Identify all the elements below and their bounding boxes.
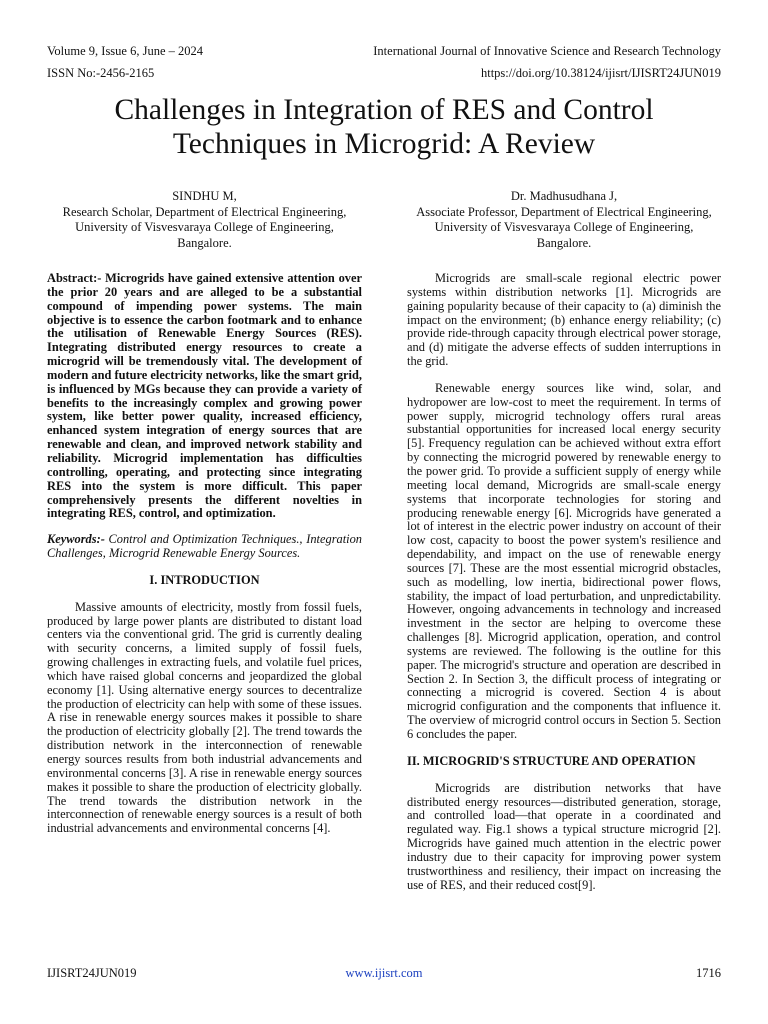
paper-title-line-1: Challenges in Integration of RES and Control [114,94,654,126]
paper-title-line-2: Techniques in Microgrid: A Review [172,128,596,160]
right-column [407,272,721,892]
paper-title [40,93,728,161]
keywords-text: Control and Optimization Techniques., Integration Challenges, Microgrid Renewable Energy Sources. [47,532,362,561]
author-2-affiliation-line-3: Bangalore. [536,235,592,250]
author-2-block [400,189,728,251]
abstract: Abstract:- Microgrids have gained extensive attention over the prior 20 years and are alleged to be a substantial compound of impending power systems. The main objective is to essence the carbon footmark and to enhance the utilisation of Renewable Energy Sources (RES). Integrating distributed energy resources to create a microgrid will be tremendously vital. The development of modern and future electricity networks, like the smart grid, is influenced by MGs because they can provide a variety of benefits to the increasingly complex and growing power system, like better power quality, increased efficiency, enhanced system integration of energy sources that are renewable and clean, and improved network stability and reliability. Microgrid implementation has difficulties controlling, operating, and protecting since integrating RES into the system is more difficult. This paper comprehensively presents the different novelties in integrating RES, control, and optimization. [47,271,362,521]
section-2-paragraph: Microgrids are distribution networks that have distributed energy resources—distributed generation, storage, and controlled load—that operate in a coordinated and regulated way. Fig.1 shows a typical structure microgrid [2]. Microgrids have gained much attention in the electric power industry due to their capacity for improving power system trustworthiness and resiliency, their impact on increasing the use of RES, and their reduced cost[9]. [407,780,721,892]
keywords [47,533,362,561]
volume-info: Volume 9, Issue 6, June – 2024 [47,44,204,58]
keywords-label: Keywords:- [47,532,105,547]
right-paragraph-1: Microgrids are small-scale regional electric power systems within distribution networks [1]. Microgrids are gaining popularity because of their capacity to (a) diminish the impact on the environment; (b) enhance energy reliability; (c) provide ride-through capacity through electrical power storage, and (d) mitigate the adverse effects of sudden interruptions in the grid. [407,271,721,369]
right-paragraph-2: Renewable energy sources like wind, solar, and hydropower are low-cost to meet the requirement. In terms of power supply, microgrid technology offers rural areas substantial opportunities for increased local energy security [5]. Frequency regulation can be achieved without extra effort by connecting the microgrid powered by renewable energy to the power grid. To provide a sufficient supply of energy while meeting local demand, Microgrids are small-scale energy systems that incorporate technologies for storing and producing renewable energy [6]. Microgrids have generated a lot of interest in the electric power industry on account of their low cost, capacity to boost the power system's resilience and dependability, and impact on the use of renewable energy sources [7]. These are the most essential microgrid obstacles, such as modelling, low inertia, bidirectional power flows, stability, the impact of load perturbation, and unpredictability. However, ongoing advancements in technology and increased investment in the sector are helping to overcome these challenges [8]. Microgrid application, operation, and control systems are reviewed. The following is the outline for this paper. The microgrid's structure and operation are described in Section 2. In Section 3, the difficult process of integrating or connecting a microgrid is covered. Section 4 is about microgrid configuration and the components that influence it. The overview of microgrid control occurs in Section 5. Section 6 concludes the paper. [407,380,721,741]
section-2-heading: II. MICROGRID'S STRUCTURE AND OPERATION [407,753,696,768]
doi-link[interactable]: https://doi.org/10.38124/ijisrt/IJISRT24JUN019 [480,66,721,80]
section-1-heading: I. INTRODUCTION [149,572,260,587]
footer-website-link[interactable]: www.ijisrt.com [345,966,423,980]
author-1-affiliation-line-1: Research Scholar, Department of Electrical Engineering, [62,204,347,219]
issn: ISSN No:-2456-2165 [47,66,155,80]
page-number: 1716 [696,966,721,980]
intro-paragraph: Massive amounts of electricity, mostly from fossil fuels, produced by large power plants are distributed to distant load centers via the conventional grid. The grid is currently dealing with security concerns, a limited supply of fossil fuels, growing challenges in extracting fuels, and volatile fuel prices, which have raised global concerns and jeopardized the global economy [1]. Using alternative energy sources to decentralize the production of electricity can help with some of these issues. A rise in renewable energy sources makes it possible to share the production of electricity globally [2]. The trend towards the distribution network in the interconnection of renewable energy sources results from both industrial advancements and environmental concerns [3]. A rise in renewable energy sources makes it possible to share the production of electricity globally. The trend towards the distribution network in the interconnection of renewable energy sources is a result of both industrial advancements and environmental concerns [4]. [47,599,362,836]
author-2-name: Dr. Madhusudhana J, [510,189,618,203]
author-1-block [47,189,362,251]
author-1-affiliation-line-2: University of Visvesvaraya College of Engineering, [75,220,334,234]
author-1-affiliation-line-3: Bangalore. [177,235,232,250]
author-1-name: SINDHU M, [172,189,237,203]
journal-name: International Journal of Innovative Science and Research Technology [373,44,721,58]
footer-paper-id: IJISRT24JUN019 [47,966,137,980]
left-column [47,272,362,836]
author-2-affiliation-line-2: University of Visvesvaraya College of Engineering, [434,220,694,234]
author-2-affiliation-line-1: Associate Professor, Department of Electrical Engineering, [416,204,712,219]
